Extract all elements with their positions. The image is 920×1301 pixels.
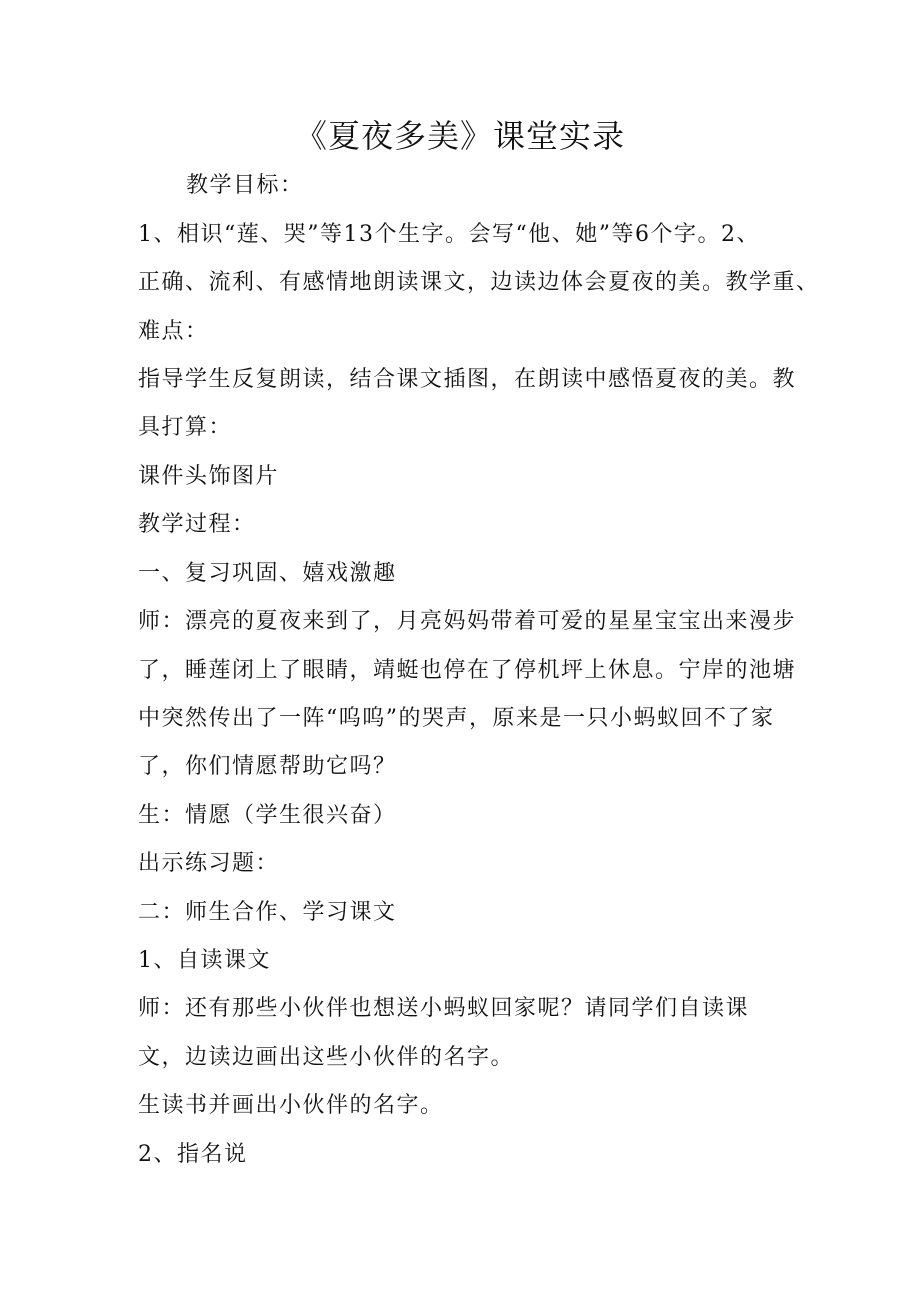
text-line: 指导学生反复朗读，结合课文插图，在朗读中感悟夏夜的美。教 xyxy=(138,367,797,392)
text-line: 课件头饰图片 xyxy=(138,464,280,489)
text-line: 教学过程： xyxy=(138,512,256,537)
text-line: 出示练习题： xyxy=(138,851,280,876)
text-line: 具打算： xyxy=(138,415,233,440)
text-line: 生：情愿（学生很兴奋） xyxy=(138,803,397,828)
text-line: 中突然传出了一阵“呜呜”的哭声，原来是一只小蚂蚁回不了家 xyxy=(138,706,775,731)
text-line: 师：还有那些小伙伴也想送小蚂蚁回家呢？请同学们自读课 xyxy=(138,996,750,1021)
text-line: 生读书并画出小伙伴的名字。 xyxy=(138,1093,444,1118)
text-line: 师：漂亮的夏夜来到了，月亮妈妈带着可爱的星星宝宝出来漫步 xyxy=(138,609,797,634)
text-line: 1、自读课文 xyxy=(138,948,271,973)
text-line: 难点： xyxy=(138,319,209,344)
text-line: 二：师生合作、学习课文 xyxy=(138,900,397,925)
text-line: 教学目标： xyxy=(186,173,304,198)
text-line: 文，边读边画出这些小伙伴的名字。 xyxy=(138,1045,515,1070)
page-title: 《夏夜多美》课堂实录 xyxy=(294,117,625,155)
text-line: 正确、流利、有感情地朗读课文，边读边体会夏夜的美。教学重、 xyxy=(138,270,820,295)
text-line: 2、指名说 xyxy=(138,1142,248,1167)
text-line: 一、复习巩固、嬉戏激趣 xyxy=(138,561,397,586)
text-line: 了，睡莲闭上了眼睛，靖蜓也停在了停机坪上休息。宁岸的池塘 xyxy=(138,658,797,683)
text-line: 1、相识“莲、哭”等13个生字。会写“他、她”等6个字。2、 xyxy=(138,222,760,247)
text-line: 了，你们情愿帮助它吗？ xyxy=(138,754,397,779)
